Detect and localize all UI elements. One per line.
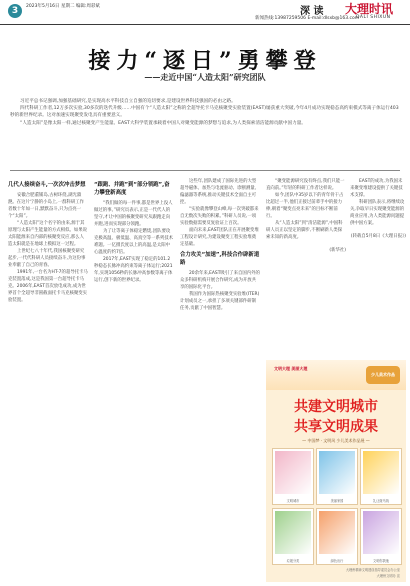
issue-date: 2023年5月16日 星期二 编辑:周彩斌 — [26, 4, 100, 9]
newspaper-logo-sub: DALI SHIXUN — [356, 15, 391, 20]
lead-paragraph: “人造太阳”是像太阳一样,通过核聚变产生能量。EAST大科学装置承载着中国人对聚变能源的梦想与追求,为人类探索清洁能源贡献中国力量。 — [20, 120, 306, 126]
page-header — [0, 0, 410, 25]
poster-artwork-grid — [272, 448, 400, 566]
body-paragraph: 上世纪七八十年代,我国核聚变研究起步,一代代科研人员接续奋斗,为这份事业奉献了自己的青春。 — [8, 249, 86, 268]
body-paragraph: “实验就像攀登山峰,每一次突破都来自无数次失败的积累。”科研人员说,一项实验数据需要反复验证上百次。 — [180, 207, 259, 226]
artwork-label: 文明城市 — [286, 499, 300, 503]
article-column-4 — [266, 178, 346, 354]
artwork-image — [319, 511, 355, 554]
body-paragraph: 20余年来,EAST吸引了来自国内外的众多科研机构开展合作研究,成为开放共享的国际化平台。 — [180, 271, 260, 290]
page-number: 3 — [8, 4, 22, 18]
poster-artwork-card — [316, 448, 358, 505]
article-headline: 接力“逐日”勇攀登 — [88, 48, 322, 74]
newspaper-logo: 大理时讯 — [345, 2, 394, 16]
poster-title-1: 共建文明城市 — [294, 399, 378, 415]
body-paragraph: 我国作为国际热核聚变实验堆(ITER)计划成员之一,承担了多项关键部件研制任务,贡献了中国智慧。 — [180, 292, 260, 311]
lead-block — [10, 98, 400, 164]
poster-artwork-card — [272, 508, 314, 565]
poster-artwork-card — [360, 448, 402, 505]
poster-artwork-card — [272, 448, 314, 505]
poster-artwork-card — [360, 508, 402, 565]
body-paragraph: 1991年,一台名为HT-7的超导托卡马克装置落成,这是我国第一台超导托卡马克。2006年,EAST首次放电成功,成为世界首个全超导非圆截面托卡马克核聚变实验装置。 — [8, 270, 88, 303]
body-paragraph: 2017年,EAST实现了稳定的101.2秒稳态长脉冲高约束等离子体运行;2021年,实现1056秒的长脉冲高参数等离子体运行,创下新的世界纪录。 — [94, 257, 173, 283]
poster-logo: 文明大理 美丽大理 — [274, 366, 308, 371]
byline: (转载自5月8日《大理日报》) — [350, 234, 406, 239]
body-paragraph: 从“人造太阳”到“清洁能源”,中国科研人员正以坚定的脚步,不断刷新人类探索未知的新高度。 — [266, 221, 343, 240]
artwork-image — [363, 451, 399, 494]
body-paragraph: 面向未来,EAST团队正在开展聚变堆工程设计研究,为建设聚变工程实验堆奠定基础。 — [180, 228, 259, 247]
body-paragraph: 安徽合肥董铺岛,古树环绕,湖光潋滟。在这片宁静的小岛上,一群科研工作者数十年如一日,默默奋斗,只为点亮一个“太阳”。 — [8, 193, 85, 219]
poster-title-2: 共享文明成果 — [294, 419, 378, 435]
poster-footer: 大理州精神文明建设指导委员会办公室 — [345, 568, 400, 572]
artwork-image — [319, 451, 355, 494]
lead-paragraph: 四代科研工作者,12万多次实验,30多次的迭代升级……中国有个“人造太阳”之称的全超导托卡马克核聚变实验装置(EAST)屡获重大突破,今年4月成功实现稳态高约束模式等离子体运行403秒的新世界纪录。这对加速实现聚变发电具有重要意义。 — [10, 106, 399, 119]
body-paragraph: EAST的成功,为我国未来聚变堆建设提供了关键技术支撑。 — [350, 179, 403, 198]
body-paragraph: 这些年,团队建成了国际先进的大型超导磁体、加热与电流驱动、诊断测量、偏滤器等系统,推动关键技术全面自主可控。 — [180, 179, 260, 205]
artwork-label: 文明你我他 — [373, 559, 389, 563]
artwork-image — [275, 451, 311, 494]
artwork-image — [275, 511, 311, 554]
article-column-2 — [94, 178, 174, 583]
body-paragraph: 科研团队表示,将继续攻关,争取早日实现聚变能源的商业应用,为人类能源问题提供中国方案。 — [350, 200, 405, 226]
body-paragraph: “我们做的每一件事,都是世界上没人做过的事。”研究员表示,正是一代代人的坚守,才让中国的核聚变研究从跟跑走向并跑,进而实现部分领跑。 — [94, 201, 173, 227]
body-paragraph: 为了让等离子体稳定燃烧,团队要攻克极高温、极低温、高真空等一系列技术难题。一亿摄氏度以上的高温,是太阳中心温度的约7倍。 — [94, 229, 174, 255]
poster-caption: — 中国梦 · 文明风 少儿美术作品展 — — [302, 438, 370, 443]
artwork-label: 垃圾分类 — [286, 559, 300, 563]
artwork-image — [363, 511, 399, 554]
article-column-5 — [350, 178, 406, 354]
subheading: “跟跑、并跑”到“部分领跑”,奋力攀登新高度 — [94, 182, 170, 196]
lead-paragraph: 习近平总书记强调,加强基础研究,是实现高水平科技自立自强的迫切要求,是建设世界科技强国的必由之路。 — [20, 99, 236, 104]
poster-badge: 少儿美术作品 — [366, 366, 400, 384]
article-column-3 — [180, 178, 260, 583]
artwork-label: 礼让斑马线 — [373, 499, 389, 503]
poster-header — [266, 360, 406, 390]
body-paragraph: 如今,团队中35岁以下的青年骨干占比超过一半,他们正接过前辈手中的接力棒,朝着“聚变点亮未来”的目标不断前行。 — [266, 193, 344, 219]
section-title: 深 读 — [300, 6, 324, 17]
body-paragraph: “聚变能源研究没有终点,我们只能一直向前。”年轻的科研工作者这样说。 — [266, 179, 345, 191]
artwork-label: 绿色出行 — [330, 559, 344, 563]
contact-info: 新闻热线:13987259506 E-mail:dlsxb@163.com — [255, 16, 360, 21]
poster-footer: 大理州文明办 宣 — [376, 574, 400, 578]
artwork-label: 美丽家园 — [330, 499, 344, 503]
poster-artwork-card — [316, 508, 358, 565]
subheading: 合力攻关“加速”,科技合作辟新道路 — [180, 252, 260, 266]
body-paragraph: “人造太阳”这个名字的由来,源于其原理与太阳产生能量的方式相似。如果说太阳能源来自内部的核聚变反应,那么人造太阳就是在地球上模拟这一过程。 — [8, 221, 88, 247]
divider — [10, 170, 400, 171]
article-subhead: ——走近中国“人造太阳”研究团队 — [144, 72, 266, 82]
article-column-1 — [8, 178, 88, 583]
byline: (新华社) — [329, 248, 346, 253]
civilization-poster — [266, 360, 406, 582]
subheading: 几代人接续奋斗,一次次冲击梦想 — [8, 182, 86, 188]
